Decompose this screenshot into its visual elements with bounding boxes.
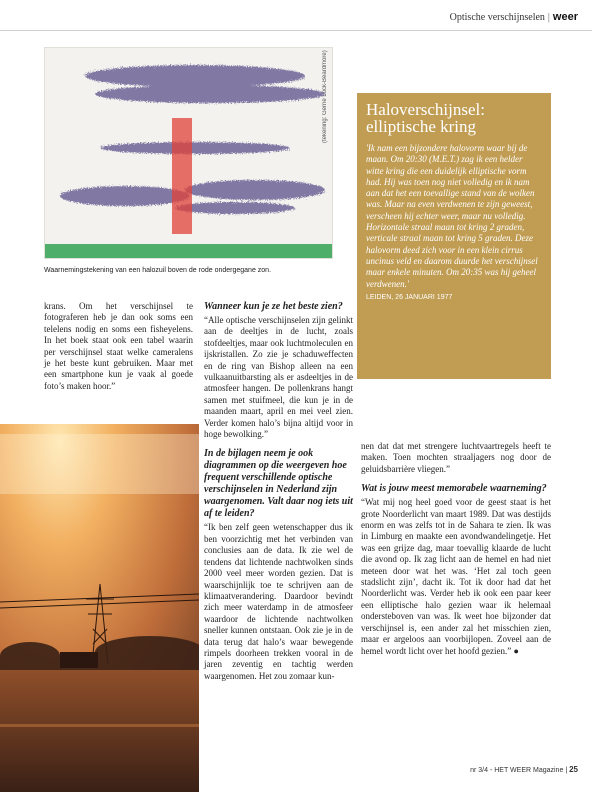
interview-answer-2: “Ik ben zelf geen wetenschapper dus ik ben voorzichtig met het verbinden van conclusies aan de data. Ik zie wel de tendens dat lichtende nachtwolken sinds 2000 veel meer worden gezien. Dat is waarschijnlijk toe te schrijven aan de klimaatverandering. Daardoor bevindt zich meer waterdamp in de atmosfeer waardoor de lichtende nachtwolken sneller kunnen ontstaan. Ook zie je in de data terug dat halo’s waar bewegende rimpels doorheen trekken vooral in de jaren zeventig en tachtig werden waargenomen. Het zou zomaar kun- bbox=[204, 522, 353, 681]
drawing-caption: Waarnemingstekening van een halozuil boven de rode ondergegane zon. bbox=[44, 267, 272, 274]
sunset-photo bbox=[0, 424, 199, 792]
sidebar-source: LEIDEN, 26 JANUARI 1977 bbox=[366, 293, 453, 301]
interview-question-2: In de bijlagen neem je ook diagrammen op die weergeven hoe frequent verschillende optische verschijnselen in Nederland zijn waargenomen. Valt daar nog iets uit af te leiden? bbox=[204, 448, 353, 520]
halo-pillar-drawing bbox=[44, 47, 333, 259]
issue-label: nr 3/4 - HET WEER Magazine bbox=[470, 767, 564, 774]
column-1 bbox=[44, 301, 193, 392]
section-title: Optische verschijnselen bbox=[449, 12, 545, 23]
footer-separator: | bbox=[565, 767, 568, 774]
interview-answer-3 bbox=[361, 497, 551, 657]
column-3 bbox=[361, 441, 551, 657]
header-rule bbox=[0, 30, 592, 31]
cloud-band bbox=[60, 186, 190, 206]
drawing-credit: (tekening: Gerrie Lock-Beardmore) bbox=[322, 50, 328, 143]
interview-question-3: Wat is jouw meest memorabele waarneming? bbox=[361, 483, 547, 495]
magazine-logo: weer bbox=[552, 11, 578, 23]
cloud-band bbox=[175, 202, 295, 214]
end-mark: ● bbox=[513, 645, 519, 656]
sidebar-box bbox=[357, 93, 551, 379]
interview-question-1: Wanneer kun je ze het beste zien? bbox=[204, 301, 343, 312]
cloud-band bbox=[185, 180, 325, 200]
header-separator: | bbox=[547, 12, 550, 23]
cloud-band bbox=[85, 65, 305, 87]
page-number: 25 bbox=[569, 765, 578, 774]
sidebar-quote: 'Ik nam een bijzondere halovorm waar bij de maan. Om 20:30 (M.E.T.) zag ik een helder witte kring die een duidelijk elliptische vorm had. Hij was toen nog niet volledig en ik nam aan dat het een toevallige stand van de wolken was. Maar na even verdwenen te zijn geweest, verscheen hij echter weer, maar nu volledig. Horizontale straal maan tot kring 2 graden, verticale straal maan tot kring 5 graden. Deze halovorm deed zich voor in een klein cirrus uncinus veld en daarom duurde het verschijnsel maar enkele minuten. Om 20:35 was hij geheel verdwenen.' bbox=[366, 143, 538, 289]
page-footer bbox=[470, 765, 578, 774]
col3-paragraph: nen dat dat met strengere luchtvaartregels heeft te maken. Toen mochten straaljagers nog door de geluidsbarrière vliegen.” bbox=[361, 441, 551, 474]
answer-3-text: “Wat mij nog heel goed voor de geest staat is het grote Noorderlicht van maart 1989. Dat was destijds enorm en was zelfs tot in de Sahara te zien. Ik was in Limburg en maakte een avondwandelingetje. Het was een grijze dag, maar toevallig klaarde de lucht die avond op. Ik zag licht aan de hemel en had niet meteen door wat het was. ‘Het zal toch geen stadslicht zijn’, dacht ik. Tot ik door had dat het Noorderlicht was. Verder heb ik ook een paar keer een elliptische halo gezien waar ik helemaal ondersteboven van was. Ik weet hoe bijzonder dat verschijnsel is, een ander zal het misschien zien, maar er argeloos aan voorbijlopen. Zoveel aan de hemel wordt licht over het hoofd gezien.” bbox=[361, 497, 551, 656]
cloud-band bbox=[100, 142, 290, 154]
cloud-band bbox=[95, 85, 325, 103]
sunset-image bbox=[0, 424, 199, 792]
farm-building bbox=[60, 652, 98, 668]
column-2 bbox=[204, 301, 353, 682]
sidebar-title: Haloverschijnsel: elliptische kring bbox=[366, 100, 485, 136]
col1-paragraph: krans. Om het verschijnsel te fotograferen heb je dan ook soms een telelens nodig en soms een fisheyelens. In het boek staat ook een tabel waarin per verschijnsel staat welke cameralens je het beste kunt gebruiken. Maar met een smartphone kun je vaak al goede foto’s maken hoor.” bbox=[44, 301, 193, 391]
sun-pillar bbox=[172, 118, 192, 234]
drawing-illustration bbox=[45, 48, 333, 259]
running-header bbox=[450, 11, 578, 23]
ground-strip bbox=[45, 244, 333, 259]
interview-answer-1: “Alle optische verschijnselen zijn gelinkt aan de deeltjes in de lucht, zoals stofdeeltjes, maar ook luchtmoleculen en ijskristallen. Zo zie je schaduweffecten en de ring van Bishop alleen na een vulkaanuitbarsting als er asdeeltjes in de atmosfeer hangen. De pollenkrans hangt samen met stuifmeel, die kun je in de maanden maart, april en mei veel zien. Verder komen halo’s bijna altijd voor in hoge bewolking.” bbox=[204, 315, 353, 440]
